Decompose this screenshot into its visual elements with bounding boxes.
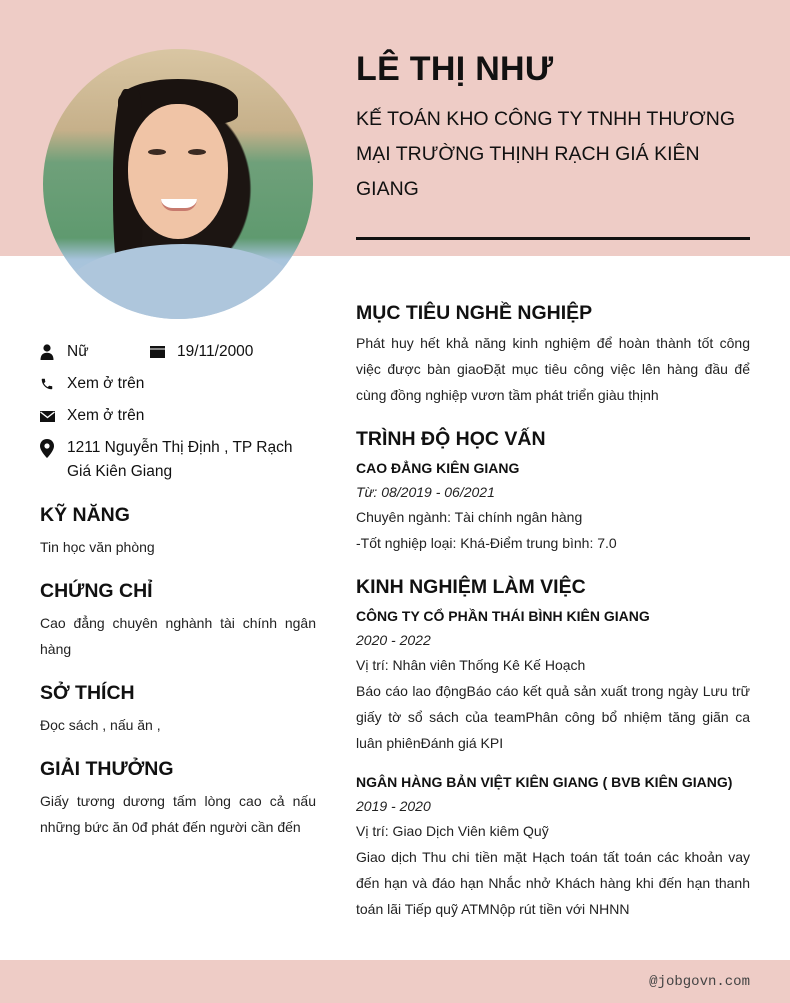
location-pin-icon bbox=[40, 436, 67, 460]
contact-row-email bbox=[40, 404, 316, 428]
photo-face bbox=[128, 104, 228, 239]
experience-entry bbox=[356, 770, 750, 922]
hobbies-title: SỞ THÍCH bbox=[40, 682, 135, 704]
objective-section bbox=[356, 298, 750, 408]
job-description: Báo cáo lao độngBáo cáo kết quả sản xuất trong ngày Lưu trữ giấy tờ sổ sách của teamPhân công bổ nhiệm tăng giãn ca luân phiênĐánh giá KPI bbox=[356, 683, 750, 751]
job-period: 2019 - 2020 bbox=[356, 798, 431, 814]
mail-icon bbox=[40, 404, 67, 428]
job-company: NGÂN HÀNG BẢN VIỆT KIÊN GIANG ( BVB KIÊN GIANG) bbox=[356, 774, 733, 790]
candidate-name: LÊ THỊ NHƯ bbox=[356, 50, 554, 88]
email-value: Xem ở trên bbox=[67, 407, 145, 424]
skills-title: KỸ NĂNG bbox=[40, 504, 130, 526]
photo-eye bbox=[188, 149, 206, 155]
gender-value: Nữ bbox=[67, 343, 89, 360]
awards-title: GIẢI THƯỞNG bbox=[40, 758, 174, 780]
objective-text: Phát huy hết khả năng kinh nghiệm để hoàn thành tốt công việc được bàn giaoĐặt mục tiêu công việc lên hàng đầu để cùng đồng nghiệp vươn tầm phát triển giàu thịnh bbox=[356, 335, 750, 403]
objective-title: MỤC TIÊU NGHỀ NGHIỆP bbox=[356, 302, 593, 324]
photo-shirt bbox=[63, 244, 303, 319]
photo-eye bbox=[148, 149, 166, 155]
left-column bbox=[40, 340, 316, 840]
profile-photo bbox=[43, 49, 313, 319]
skills-text: Tin học văn phòng bbox=[40, 539, 155, 555]
job-company: CÔNG TY CỔ PHẦN THÁI BÌNH KIÊN GIANG bbox=[356, 608, 650, 624]
phone-icon bbox=[40, 372, 67, 396]
education-section bbox=[356, 424, 750, 556]
education-period: Từ: 08/2019 - 06/2021 bbox=[356, 484, 495, 500]
address-value: 1211 Nguyễn Thị Định , TP Rạch Giá Kiên Giang bbox=[67, 439, 293, 480]
phone-value: Xem ở trên bbox=[67, 375, 145, 392]
education-grade: -Tốt nghiệp loại: Khá-Điểm trung bình: 7.0 bbox=[356, 535, 617, 551]
job-period: 2020 - 2022 bbox=[356, 632, 431, 648]
right-column bbox=[356, 298, 750, 938]
education-major: Chuyên ngành: Tài chính ngân hàng bbox=[356, 509, 583, 525]
hobbies-text: Đọc sách , nấu ăn , bbox=[40, 717, 161, 733]
certificates-title: CHỨNG CHỈ bbox=[40, 580, 153, 602]
job-position: Vị trí: Giao Dịch Viên kiêm Quỹ bbox=[356, 823, 549, 839]
experience-entry bbox=[356, 604, 750, 756]
job-position: Vị trí: Nhân viên Thống Kê Kế Hoạch bbox=[356, 657, 586, 673]
contact-row-phone bbox=[40, 372, 316, 396]
job-title: KẾ TOÁN KHO CÔNG TY TNHH THƯƠNG MẠI TRƯỜNG THỊNH RẠCH GIÁ KIÊN GIANG bbox=[356, 108, 736, 200]
awards-text: Giấy tương dương tấm lòng cao cả nấu những bức ăn 0đ phát đến người cần đến bbox=[40, 793, 316, 835]
experience-title: KINH NGHIỆM LÀM VIỆC bbox=[356, 576, 586, 598]
calendar-icon bbox=[150, 340, 177, 364]
education-school: CAO ĐẲNG KIÊN GIANG bbox=[356, 460, 520, 476]
education-title: TRÌNH ĐỘ HỌC VẤN bbox=[356, 428, 546, 450]
person-icon bbox=[40, 340, 67, 364]
header-divider bbox=[356, 237, 750, 240]
birthday-value: 19/11/2000 bbox=[177, 343, 254, 360]
contact-row-gender-birthday bbox=[40, 340, 316, 364]
job-description: Giao dịch Thu chi tiền mặt Hạch toán tất toán các khoản vay đến hạn và đáo hạn Nhắc nhở Khách hàng khi đến hạn thanh toán lãi Tiếp quỹ ATMNộp rút tiền với NHNN bbox=[356, 849, 750, 917]
experience-section bbox=[356, 572, 750, 922]
footer-watermark: @jobgovn.com bbox=[649, 974, 750, 990]
contact-row-address bbox=[40, 436, 316, 484]
certificates-text: Cao đẳng chuyên nghành tài chính ngân hàng bbox=[40, 615, 316, 657]
